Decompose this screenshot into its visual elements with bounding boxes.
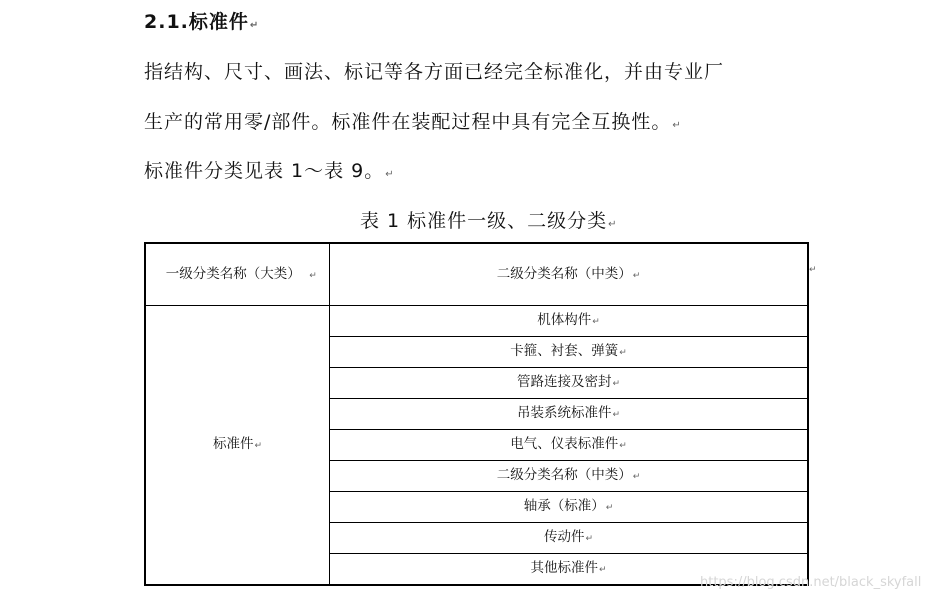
table-cell: 轴承（标准）↵ <box>330 492 809 523</box>
section-heading: 2.1.标准件↵ <box>144 11 259 33</box>
classification-table <box>144 242 809 586</box>
table-cell: 卡箍、衬套、弹簧↵ <box>330 337 809 368</box>
paragraph-line-1: 指结构、尺寸、画法、标记等各方面已经完全标准化，并由专业厂 <box>144 61 725 83</box>
header-cell-category-1: 一级分类名称（大类） ↵ <box>145 243 330 306</box>
table-cell: 管路连接及密封↵ <box>330 368 809 399</box>
table-cell: 机体构件↵ <box>330 306 809 337</box>
paragraph-mark-icon: ↵ <box>608 219 617 230</box>
paragraph-line-3: 标准件分类见表 1～表 9。↵ <box>144 160 394 182</box>
table-header-row <box>145 243 808 306</box>
table-cell: 传动件↵ <box>330 523 809 554</box>
table-cell: 二级分类名称（中类）↵ <box>330 461 809 492</box>
table-cell: 吊装系统标准件↵ <box>330 399 809 430</box>
table-cell: 电气、仪表标准件↵ <box>330 430 809 461</box>
table-caption: 表 1 标准件一级、二级分类↵ <box>360 210 617 232</box>
paragraph-line-2: 生产的常用零/部件。标准件在装配过程中具有完全互换性。↵ <box>144 111 681 133</box>
table-row <box>145 306 808 337</box>
paragraph-mark-icon: ↵ <box>672 120 681 131</box>
paragraph-mark-icon: ↵ <box>249 20 259 31</box>
header-cell-category-2: 二级分类名称（中类）↵ <box>330 243 809 306</box>
paragraph-mark-icon: ↵ <box>385 169 394 180</box>
watermark: https://blog.csdn.net/black_skyfall <box>700 575 922 590</box>
group-cell: 标准件↵ <box>145 306 330 586</box>
table-cell: 其他标准件↵ <box>330 554 809 586</box>
row-end-mark-icon: ↵ <box>809 265 817 275</box>
